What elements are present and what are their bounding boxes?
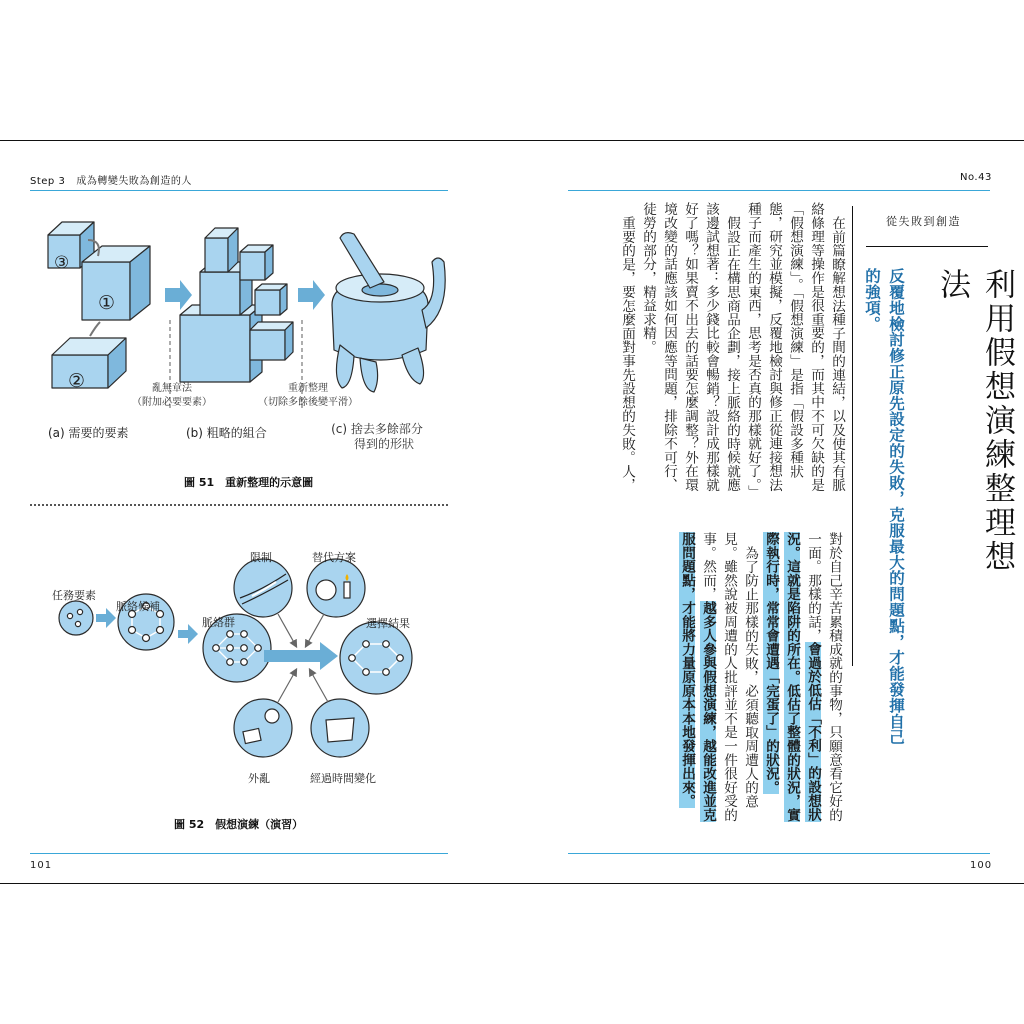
step-header: [30, 172, 192, 187]
body-text-bottom: [662, 532, 844, 830]
panel-a-label: (a) 需要的要素: [48, 426, 129, 440]
block-label-2: ②: [68, 370, 86, 392]
caption-chaos: 亂無章法 （附加必要要素）: [132, 383, 212, 408]
node-candidates: 脈絡候補: [116, 600, 160, 613]
block-2: [52, 338, 126, 388]
body-text-top: [569, 202, 847, 504]
paragraph-5: 重要的是，要怎麼面對事先設想的失敗。人，: [619, 215, 635, 492]
smooth-shape: [332, 233, 445, 392]
fig52-title: 圖 52 假想演練（演習）: [174, 818, 304, 831]
paragraph-2: [676, 532, 760, 830]
title-divider: [852, 206, 853, 666]
node-task: 任務要素: [52, 589, 96, 602]
fig51-title: 圖 51 重新整理的示意圖: [184, 476, 314, 489]
block-1: [82, 246, 150, 320]
footer-rule-right: [568, 853, 990, 854]
highlight-1: 會過於低估「不利」的設想狀況。這就是陷阱的所在。低估了整體的狀況，實際執行時，常常會遭遇「完蛋了」的狀況。: [763, 532, 821, 822]
header-rule: [30, 190, 448, 191]
section-number: No.43: [960, 172, 992, 183]
fig52-illustration: [40, 550, 450, 790]
node-result: 選擇結果: [366, 617, 410, 630]
block-label-3: ③: [54, 253, 70, 273]
header-rule-right: [568, 190, 990, 191]
left-page: [0, 140, 512, 884]
paragraph-2-text: 為了防止那樣的失敗，必須聽取周遭人的意見。雖然說被周遭的人批評並不是一件很好受的事。然而，: [700, 532, 758, 822]
page-number-right: 100: [970, 860, 993, 871]
panel-c-label: (c) 捨去多餘部分 得到的形狀: [331, 422, 423, 451]
node-constraint: 限制: [250, 551, 272, 564]
paragraph-3: 在前篇瞭解想法種子間的連結，以及使其有脈絡條理等操作是很重要的，而其中不可欠缺的是「假想演練」。「假想演練」是指「假設多種狀態，研究並模擬，反覆地檢討與修正從連接想法種子而產生的東西，思考是否真的那樣就好了。」: [745, 202, 845, 499]
paragraph-4: 假設正在構思商品企劃，接上脈絡的時候就應該邊試想著：多少錢比較會暢銷？設計成那樣就好了嗎？如果賣不出去的話要怎麼調整？外在環境改變的話應該如何因應等問題，排除不可行、徒勞的部分，精益求精。: [640, 202, 740, 492]
paragraph-1: [760, 532, 844, 830]
node-disturbance: 外亂: [248, 772, 270, 785]
footer-rule: [30, 853, 448, 854]
block-label-1: ①: [98, 292, 116, 314]
paragraph-1-text: 對於自己辛苦累積成就的事物，只願意看它好的一面。那樣的話，: [805, 532, 842, 822]
section-tag: 從失敗到創造: [886, 215, 961, 228]
highlight-2: 越多人參與假想演練，越能改進並克服問題點，才能將力量原原本本地發揮出來。: [679, 532, 716, 822]
node-group: 脈絡群: [202, 616, 235, 629]
right-page: [512, 140, 1024, 884]
step-label: Step 3: [30, 176, 66, 187]
tag-rule: [866, 246, 988, 247]
rough-combination: [180, 228, 293, 382]
page-subtitle: 反覆地檢討修正原先設定的失敗，克服最大的問題點，才能發揮自己的強項。: [863, 268, 905, 745]
node-time: 經過時間變化: [310, 772, 376, 785]
page-number-left: 101: [30, 860, 53, 871]
node-alternative: 替代方案: [312, 551, 356, 564]
panel-b-label: (b) 粗略的組合: [186, 426, 267, 440]
caption-reorganize: 重新整理 （切除多餘後變平滑）: [258, 383, 358, 408]
figure-divider: [30, 504, 448, 506]
page-title: 利用假想演練整理想法: [934, 268, 1015, 574]
chapter-title: 成為轉變失敗為創造的人: [76, 176, 192, 187]
